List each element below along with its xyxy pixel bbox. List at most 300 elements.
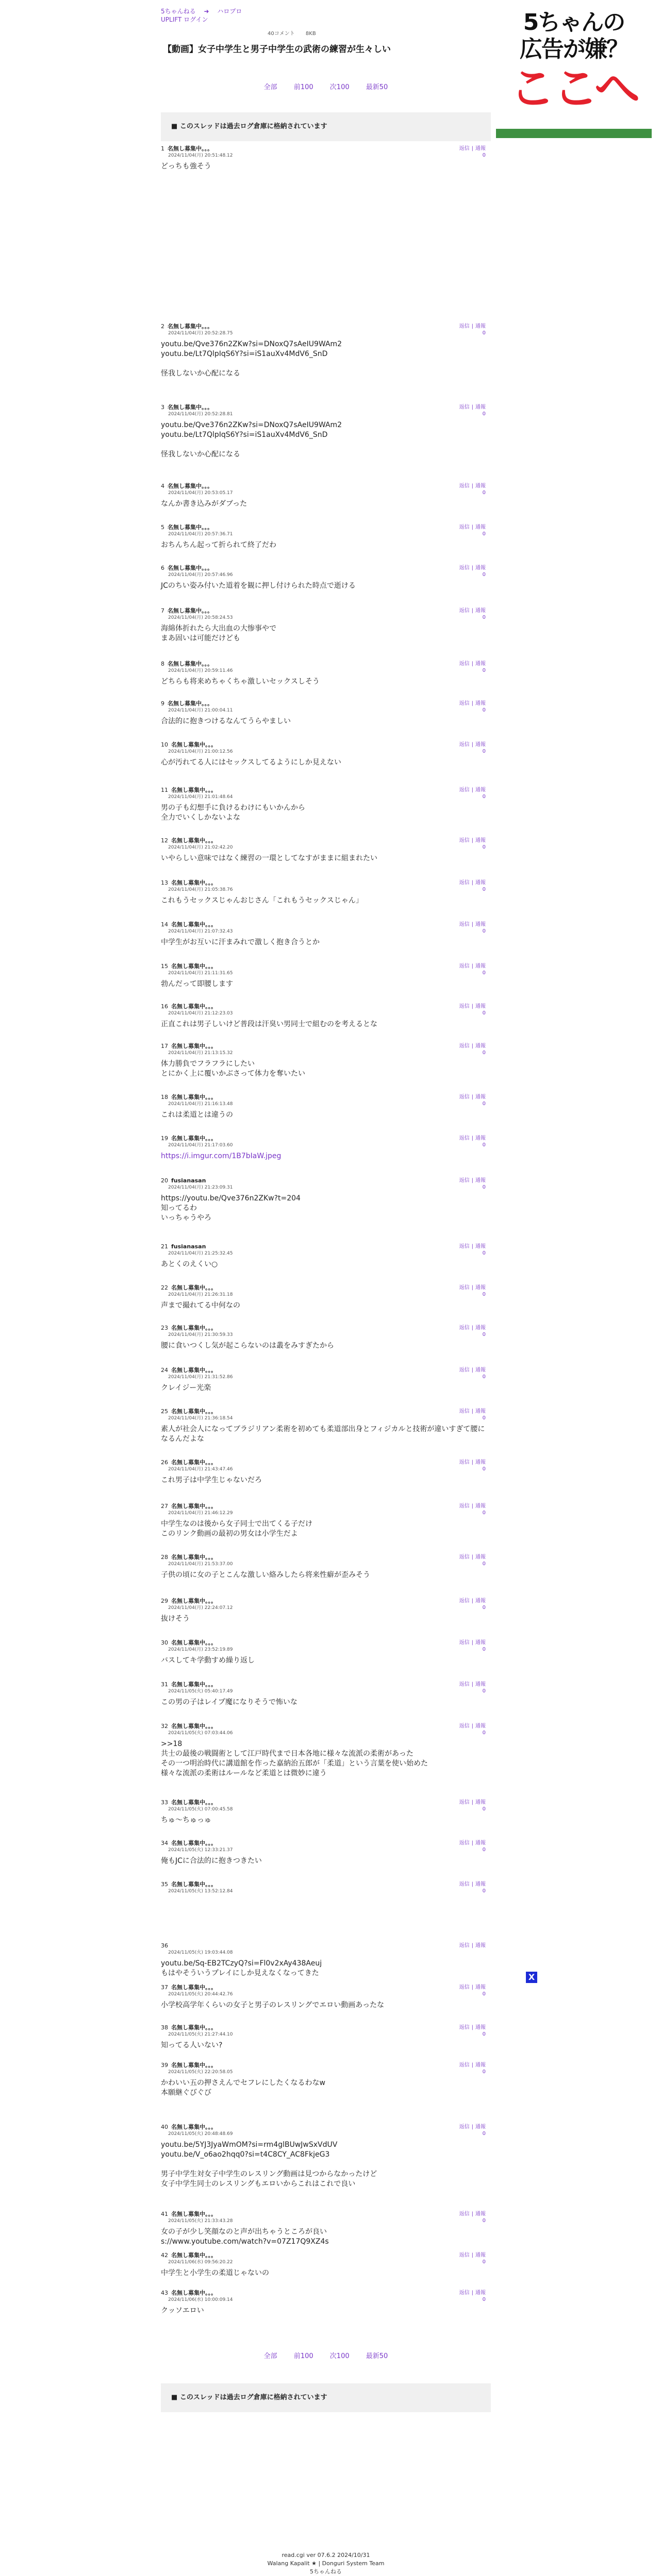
post-date: 2024/11/05(火) 07:00:45.58 (168, 1807, 233, 1812)
report-button[interactable]: 通報 (475, 324, 486, 329)
report-button[interactable]: 通報 (475, 1285, 486, 1291)
post-body: 勃んだって即腰します (161, 980, 233, 988)
post-author: 名無し募集中。。。 (171, 837, 217, 844)
reply-button[interactable]: 返信 (459, 880, 470, 886)
reply-count[interactable]: 0 (482, 1647, 486, 1652)
post-number[interactable]: 29 (161, 1598, 168, 1604)
breadcrumb (161, 7, 248, 24)
actions-separator: | (471, 2025, 473, 2030)
post-body: 子供の頃に女の子とこんな激しい絡みしたら将来性癖が歪みそう (161, 1571, 370, 1579)
reply-button[interactable]: 返信 (459, 2062, 470, 2068)
post-author: 名無し募集中。。。 (171, 2024, 217, 2031)
post-number[interactable]: 25 (161, 1408, 168, 1415)
reply-button[interactable]: 返信 (459, 1554, 470, 1560)
reply-count[interactable]: 0 (482, 668, 486, 673)
post-number[interactable]: 17 (161, 1043, 168, 1049)
reply-button[interactable]: 返信 (459, 701, 470, 706)
post-item (161, 922, 491, 947)
reply-button[interactable]: 返信 (459, 963, 470, 969)
post-number[interactable]: 34 (161, 1840, 168, 1846)
post-number[interactable]: 12 (161, 837, 168, 844)
reply-button[interactable]: 返信 (459, 1136, 470, 1141)
post-number[interactable]: 37 (161, 1984, 168, 1991)
report-button[interactable]: 通報 (475, 963, 486, 969)
board-link[interactable]: ハロプロ (217, 8, 242, 15)
reply-button[interactable]: 返信 (459, 1004, 470, 1009)
post-number[interactable]: 36 (161, 1942, 168, 1949)
post-body: 中学生と小学生の柔道じゃないの (161, 2269, 269, 2277)
reply-count[interactable]: 0 (482, 1991, 486, 1997)
report-button[interactable]: 通報 (475, 565, 486, 571)
post-actions (457, 1094, 486, 1100)
reply-count[interactable]: 0 (482, 1888, 486, 1894)
reply-count[interactable]: 0 (482, 1510, 486, 1516)
post-body: 体力勝負でフラフラにしたい とにかく上に覆いかぶさって体力を奪いたい (161, 1060, 305, 1078)
post-item (161, 146, 491, 172)
reply-button[interactable]: 返信 (459, 838, 470, 843)
report-button[interactable]: 通報 (475, 1136, 486, 1141)
post-date: 2024/11/04(月) 23:52:19.89 (168, 1647, 233, 1652)
post-actions (457, 146, 486, 152)
report-button[interactable]: 通報 (475, 1178, 486, 1183)
post-number[interactable]: 19 (161, 1135, 168, 1142)
reply-button[interactable]: 返信 (459, 787, 470, 793)
reply-count[interactable]: 0 (482, 707, 486, 713)
reply-button[interactable]: 返信 (459, 146, 470, 151)
reply-count[interactable]: 0 (482, 1806, 486, 1812)
reply-button[interactable]: 返信 (459, 1367, 470, 1373)
report-button[interactable]: 通報 (475, 1943, 486, 1948)
post-date: 2024/11/05(火) 13:52:12.84 (168, 1889, 233, 1894)
post-body: 声まで撮れてる中何なの (161, 1301, 240, 1310)
report-button[interactable]: 通報 (475, 1004, 486, 1009)
pager-first100[interactable]: 前100 (293, 83, 313, 91)
post-actions (457, 701, 486, 707)
reply-count[interactable]: 0 (482, 330, 486, 336)
post-body: バスしてキ学動すめ繰り返し (161, 1656, 255, 1665)
post-body: >>18 共士の最後の戦闘術として江戸時代まで日本各地に様々な流派の柔術があった その一つ明治時代に講道館を作った嘉納治五郎が「柔道」という言葉を使い始めた 様々な流派の柔術はルールなど柔道とは微妙に違う (161, 1740, 428, 1777)
post-number[interactable]: 23 (161, 1325, 168, 1331)
reply-button[interactable]: 返信 (459, 742, 470, 748)
reply-count[interactable]: 0 (482, 1466, 486, 1472)
post-number[interactable]: 35 (161, 1881, 168, 1888)
actions-separator: | (471, 1503, 473, 1509)
reply-count[interactable]: 0 (482, 2131, 486, 2137)
reply-count[interactable]: 0 (482, 1688, 486, 1694)
report-button[interactable]: 通報 (475, 1244, 486, 1249)
report-button[interactable]: 通報 (475, 524, 486, 530)
reply-button[interactable]: 返信 (459, 1460, 470, 1465)
reply-count[interactable]: 0 (482, 1292, 486, 1297)
ad-line-2: 広告が嫌？ (520, 36, 628, 62)
post-number[interactable]: 6 (161, 565, 164, 571)
post-item (161, 787, 491, 823)
pager-all[interactable]: 全部 (263, 83, 277, 91)
reply-button[interactable]: 返信 (459, 1409, 470, 1414)
reply-count[interactable]: 0 (482, 2297, 486, 2302)
report-button[interactable]: 通報 (475, 1840, 486, 1846)
post-number[interactable]: 18 (161, 1094, 168, 1100)
post-item (161, 1285, 491, 1311)
pager-latest50[interactable]: 最新50 (366, 83, 388, 91)
report-button[interactable]: 通報 (475, 608, 486, 614)
pager-all[interactable]: 全部 (263, 2352, 277, 2360)
post-actions (457, 1178, 486, 1184)
post-body: クレイジー光楽 (161, 1384, 211, 1392)
post-number[interactable]: 4 (161, 483, 164, 489)
reply-button[interactable]: 返信 (459, 1682, 470, 1687)
reply-count[interactable]: 0 (482, 970, 486, 976)
post-author: 名無し募集中。。。 (168, 323, 213, 330)
report-button[interactable]: 通報 (475, 742, 486, 748)
post-number[interactable]: 20 (161, 1177, 168, 1184)
report-button[interactable]: 通報 (475, 2124, 486, 2130)
pager-next100[interactable]: 次100 (329, 83, 350, 91)
post-item (161, 1598, 491, 1624)
actions-separator: | (471, 2211, 473, 2217)
post-item (161, 1943, 491, 1978)
post-number[interactable]: 21 (161, 1243, 168, 1250)
post-number[interactable]: 7 (161, 607, 164, 614)
reply-button[interactable]: 返信 (459, 1285, 470, 1291)
post-number[interactable]: 32 (161, 1723, 168, 1730)
post-author: 名無し募集中。。。 (168, 660, 213, 667)
reply-button[interactable]: 返信 (459, 404, 470, 410)
actions-separator: | (471, 1598, 473, 1604)
post-date: 2024/11/04(月) 21:00:12.56 (168, 749, 233, 754)
report-button[interactable]: 通報 (475, 922, 486, 927)
actions-separator: | (471, 1285, 473, 1291)
reply-count[interactable]: 0 (482, 1142, 486, 1148)
reply-count[interactable]: 0 (482, 152, 486, 158)
post-number[interactable]: 14 (161, 921, 168, 928)
post-body: いやらしい意味ではなく練習の一環としてなすがままに組まれたい (161, 854, 377, 862)
report-button[interactable]: 通報 (475, 1460, 486, 1465)
post-actions (457, 2290, 486, 2296)
post-author: 名無し募集中。。。 (171, 921, 217, 928)
post-date: 2024/11/04(月) 20:53:05.17 (168, 490, 233, 496)
report-button[interactable]: 通報 (475, 838, 486, 843)
post-item (161, 1840, 491, 1866)
post-author: 名無し募集中。。。 (171, 879, 217, 886)
actions-separator: | (471, 1800, 473, 1805)
reply-button[interactable]: 返信 (459, 524, 470, 530)
reply-count[interactable]: 0 (482, 844, 486, 850)
reply-count[interactable]: 0 (482, 1184, 486, 1190)
reply-button[interactable]: 返信 (459, 1598, 470, 1604)
reply-button[interactable]: 返信 (459, 483, 470, 489)
post-author: 名無し募集中。。。 (171, 1408, 217, 1415)
actions-separator: | (471, 1043, 473, 1049)
post-date: 2024/11/04(月) 20:57:46.96 (168, 572, 233, 578)
post-number[interactable]: 30 (161, 1639, 168, 1646)
post-author: fusianasan (171, 1177, 206, 1184)
post-number[interactable]: 9 (161, 700, 164, 707)
reply-button[interactable]: 返信 (459, 2124, 470, 2130)
reply-button[interactable]: 返信 (459, 1840, 470, 1846)
post-number[interactable]: 39 (161, 2062, 168, 2069)
post-item (161, 2062, 491, 2098)
actions-separator: | (471, 2252, 473, 2258)
reply-button[interactable]: 返信 (459, 1640, 470, 1646)
reply-button[interactable]: 返信 (459, 1882, 470, 1887)
reply-button[interactable]: 返信 (459, 565, 470, 571)
report-button[interactable]: 通報 (475, 1800, 486, 1805)
post-date: 2024/11/04(月) 21:25:32.45 (168, 1251, 233, 1256)
post-number[interactable]: 33 (161, 1799, 168, 1806)
post-date: 2024/11/04(月) 21:31:52.86 (168, 1375, 233, 1380)
post-date: 2024/11/04(月) 21:36:18.54 (168, 1416, 233, 1421)
post-author: 名無し募集中。。。 (171, 1094, 217, 1100)
pager-next100[interactable]: 次100 (329, 2352, 350, 2360)
ad-line-1: 5ちゃんの (523, 9, 625, 36)
post-number[interactable]: 1 (161, 145, 164, 152)
post-item (161, 608, 491, 643)
actions-separator: | (471, 146, 473, 151)
reply-count[interactable]: 0 (482, 1415, 486, 1421)
post-actions (457, 608, 486, 614)
post-date: 2024/11/04(月) 21:30:59.33 (168, 1332, 233, 1337)
reply-button[interactable]: 返信 (459, 2211, 470, 2217)
report-button[interactable]: 通報 (475, 1367, 486, 1373)
post-body: これは柔道とは違うの (161, 1111, 233, 1119)
pager-bottom (161, 2350, 491, 2360)
site-link[interactable]: 5ちゃんねる (161, 8, 196, 15)
post-author: 名無し募集中。。。 (171, 2252, 217, 2259)
post-body: 素人が社会人になってブラジリアン柔術を初めても柔道部出身とフィジカルと技術が違いすぎて腰になるんだよな (161, 1425, 485, 1443)
post-author: 名無し募集中。。。 (171, 741, 217, 748)
reply-count[interactable]: 0 (482, 2218, 486, 2224)
reply-count[interactable]: 0 (482, 531, 486, 537)
report-button[interactable]: 通報 (475, 483, 486, 489)
report-button[interactable]: 通報 (475, 146, 486, 151)
post-number[interactable]: 40 (161, 2124, 168, 2130)
post-author: 名無し募集中。。。 (168, 483, 213, 489)
actions-separator: | (471, 2290, 473, 2296)
reply-button[interactable]: 返信 (459, 661, 470, 667)
post-number[interactable]: 42 (161, 2252, 168, 2259)
report-button[interactable]: 通報 (475, 1985, 486, 1990)
post-author: fusianasan (171, 1243, 206, 1250)
post-body[interactable]: https://i.imgur.com/1B7bIaW.jpeg (161, 1152, 282, 1160)
reply-count[interactable]: 0 (482, 2069, 486, 2075)
post-body: ちゅ～ちゅっゅ (161, 1816, 211, 1824)
reply-button[interactable]: 返信 (459, 1178, 470, 1183)
pager-latest50[interactable]: 最新50 (366, 2352, 388, 2360)
reply-count[interactable]: 0 (482, 572, 486, 578)
report-button[interactable]: 通報 (475, 880, 486, 886)
post-number[interactable]: 31 (161, 1681, 168, 1688)
post-body: youtu.be/5YJ3JyaWmOM?si=rm4glBUwJwSxVdUV youtu.be/V_o6ao2hqq0?si=t4C8CY_AC8FkjeG3 男子中学生対女子中学生のレスリング動画は見つからなかったけど 女子中学生同士のレスリングもエロいからこれはこれで良い (161, 2141, 377, 2188)
post-body: 男の子も幻想手に負けるわけにもいかんから 全力でいくしかないよな (161, 804, 305, 822)
reply-count[interactable]: 0 (482, 1332, 486, 1337)
reply-count[interactable]: 0 (482, 794, 486, 800)
post-date: 2024/11/04(月) 20:52:28.75 (168, 331, 233, 336)
report-button[interactable]: 通報 (475, 1882, 486, 1887)
post-number[interactable]: 8 (161, 660, 164, 667)
post-actions (457, 524, 486, 531)
post-author: 名無し募集中。。。 (171, 1003, 217, 1010)
post-actions (457, 742, 486, 748)
reply-button[interactable]: 返信 (459, 1094, 470, 1100)
post-number[interactable]: 3 (161, 404, 164, 411)
actions-separator: | (471, 608, 473, 614)
post-actions (457, 1723, 486, 1730)
post-actions (457, 1985, 486, 1991)
post-item (161, 1094, 491, 1120)
reply-button[interactable]: 返信 (459, 2252, 470, 2258)
post-actions (457, 1004, 486, 1010)
post-number[interactable]: 28 (161, 1554, 168, 1561)
actions-separator: | (471, 2062, 473, 2068)
reply-button[interactable]: 返信 (459, 324, 470, 329)
post-number[interactable]: 16 (161, 1003, 168, 1010)
report-button[interactable]: 通報 (475, 1640, 486, 1646)
post-item (161, 1409, 491, 1444)
reply-button[interactable]: 返信 (459, 2025, 470, 2030)
reply-count[interactable]: 0 (482, 2259, 486, 2265)
post-number[interactable]: 13 (161, 879, 168, 886)
post-actions (457, 483, 486, 489)
post-body: youtu.be/Qve376n2ZKw?si=DNoxQ7sAeIU9WAm2 youtu.be/Lt7QlpIqS6Y?si=iS1auXv4MdV6_SnD 怪我しないか心配になる (161, 340, 342, 378)
close-ad-button[interactable]: X (526, 1972, 537, 1983)
post-number[interactable]: 38 (161, 2024, 168, 2031)
reply-count[interactable]: 0 (482, 411, 486, 417)
reply-count[interactable]: 0 (482, 1374, 486, 1380)
post-item (161, 2290, 491, 2316)
reply-button[interactable]: 返信 (459, 608, 470, 614)
reply-count[interactable]: 0 (482, 1250, 486, 1256)
report-button[interactable]: 通報 (475, 1043, 486, 1049)
report-button[interactable]: 通報 (475, 2290, 486, 2296)
post-date: 2024/11/04(月) 21:07:32.43 (168, 929, 233, 934)
post-number[interactable]: 43 (161, 2290, 168, 2296)
reply-button[interactable]: 返信 (459, 2290, 470, 2296)
actions-separator: | (471, 1723, 473, 1729)
report-button[interactable]: 通報 (475, 1325, 486, 1331)
post-date: 2024/11/05(火) 05:40:17.49 (168, 1689, 233, 1694)
actions-separator: | (471, 1325, 473, 1331)
post-number[interactable]: 10 (161, 741, 168, 748)
report-button[interactable]: 通報 (475, 701, 486, 706)
post-date: 2024/11/05(火) 20:44:42.76 (168, 1992, 233, 1997)
reply-count[interactable]: 0 (482, 928, 486, 934)
post-body: この男の子はレイプ魔になりそうで怖いな (161, 1698, 297, 1706)
post-number[interactable]: 2 (161, 323, 164, 330)
post-actions (457, 1367, 486, 1374)
post-date: 2024/11/05(火) 21:27:44.10 (168, 2032, 233, 2037)
post-body: JCのちい姿み付いた道着を観に押し付けられた時点で逝ける (161, 582, 356, 590)
reply-count[interactable]: 0 (482, 490, 486, 496)
post-actions (457, 1244, 486, 1250)
reply-button[interactable]: 返信 (459, 1723, 470, 1729)
report-button[interactable]: 通報 (475, 1554, 486, 1560)
post-item (161, 880, 491, 906)
post-number[interactable]: 22 (161, 1284, 168, 1291)
post-number[interactable]: 26 (161, 1459, 168, 1466)
reply-count[interactable]: 0 (482, 2031, 486, 2037)
post-date: 2024/11/04(月) 21:16:13.48 (168, 1101, 233, 1107)
post-author: 名無し募集中。。。 (168, 565, 213, 571)
post-item (161, 1723, 491, 1778)
report-button[interactable]: 通報 (475, 2252, 486, 2258)
reply-count[interactable]: 0 (482, 1010, 486, 1016)
post-author: 名無し募集中。。。 (171, 1554, 217, 1561)
reply-count[interactable]: 0 (482, 1561, 486, 1567)
report-button[interactable]: 通報 (475, 787, 486, 793)
pager-first100[interactable]: 前100 (293, 2352, 313, 2360)
post-author: 名無し募集中。。。 (171, 1284, 217, 1291)
post-author: 名無し募集中。。。 (168, 700, 213, 707)
post-date: 2024/11/04(月) 20:52:28.81 (168, 412, 233, 417)
post-body: かわいい五の押さえんでセフレにしたくなるわなw 本願継ぐびぐび (161, 2079, 325, 2097)
reply-count[interactable]: 0 (482, 1730, 486, 1736)
reply-button[interactable]: 返信 (459, 922, 470, 927)
actions-separator: | (471, 880, 473, 886)
report-button[interactable]: 通報 (475, 1682, 486, 1687)
reply-count[interactable]: 0 (482, 1847, 486, 1853)
report-button[interactable]: 通報 (475, 1094, 486, 1100)
post-item (161, 1367, 491, 1393)
reply-button[interactable]: 返信 (459, 1985, 470, 1990)
reply-button[interactable]: 返信 (459, 1800, 470, 1805)
reply-count[interactable]: 0 (482, 1101, 486, 1107)
login-link[interactable]: UPLIFT ログイン (161, 16, 208, 23)
report-button[interactable]: 通報 (475, 1723, 486, 1729)
reply-count[interactable]: 0 (482, 615, 486, 620)
post-body: 心が汚れてる人にはセックスしてるようにしか見えない (161, 758, 341, 767)
post-number[interactable]: 27 (161, 1503, 168, 1510)
post-author: 名無し募集中。。。 (171, 2062, 217, 2069)
report-button[interactable]: 通報 (475, 1598, 486, 1604)
report-button[interactable]: 通報 (475, 2211, 486, 2217)
footer-credit: Walang Kapalit ★ | Donguri System Team (267, 2560, 385, 2567)
post-item (161, 2252, 491, 2278)
post-number[interactable]: 11 (161, 787, 168, 793)
ad-banner[interactable] (496, 9, 652, 138)
report-button[interactable]: 通報 (475, 2062, 486, 2068)
reply-button[interactable]: 返信 (459, 1244, 470, 1249)
post-number[interactable]: 24 (161, 1367, 168, 1374)
post-actions (457, 565, 486, 571)
actions-separator: | (471, 701, 473, 706)
reply-count[interactable]: 0 (482, 1050, 486, 1056)
reply-button[interactable]: 返信 (459, 1043, 470, 1049)
post-number[interactable]: 41 (161, 2211, 168, 2217)
actions-separator: | (471, 1682, 473, 1687)
report-button[interactable]: 通報 (475, 661, 486, 667)
reply-count[interactable]: 0 (482, 749, 486, 754)
reply-button[interactable]: 返信 (459, 1503, 470, 1509)
post-number[interactable]: 5 (161, 524, 164, 531)
post-item (161, 963, 491, 989)
reply-count[interactable]: 0 (482, 887, 486, 892)
report-button[interactable]: 通報 (475, 1503, 486, 1509)
post-author: 名無し募集中。。。 (171, 1681, 217, 1688)
pager-top (161, 81, 491, 91)
report-button[interactable]: 通報 (475, 1409, 486, 1414)
reply-button[interactable]: 返信 (459, 1943, 470, 1948)
post-item (161, 324, 491, 379)
post-number[interactable]: 15 (161, 963, 168, 970)
post-body: 俺もJCに合法的に抱きつきたい (161, 1857, 262, 1865)
actions-separator: | (471, 1004, 473, 1009)
reply-button[interactable]: 返信 (459, 1325, 470, 1331)
report-button[interactable]: 通報 (475, 404, 486, 410)
report-button[interactable]: 通報 (475, 2025, 486, 2030)
post-body: https://youtu.be/Qve376n2ZKw?t=204 知ってるわ いっちゃうやろ (161, 1194, 301, 1222)
reply-count[interactable]: 0 (482, 1605, 486, 1611)
